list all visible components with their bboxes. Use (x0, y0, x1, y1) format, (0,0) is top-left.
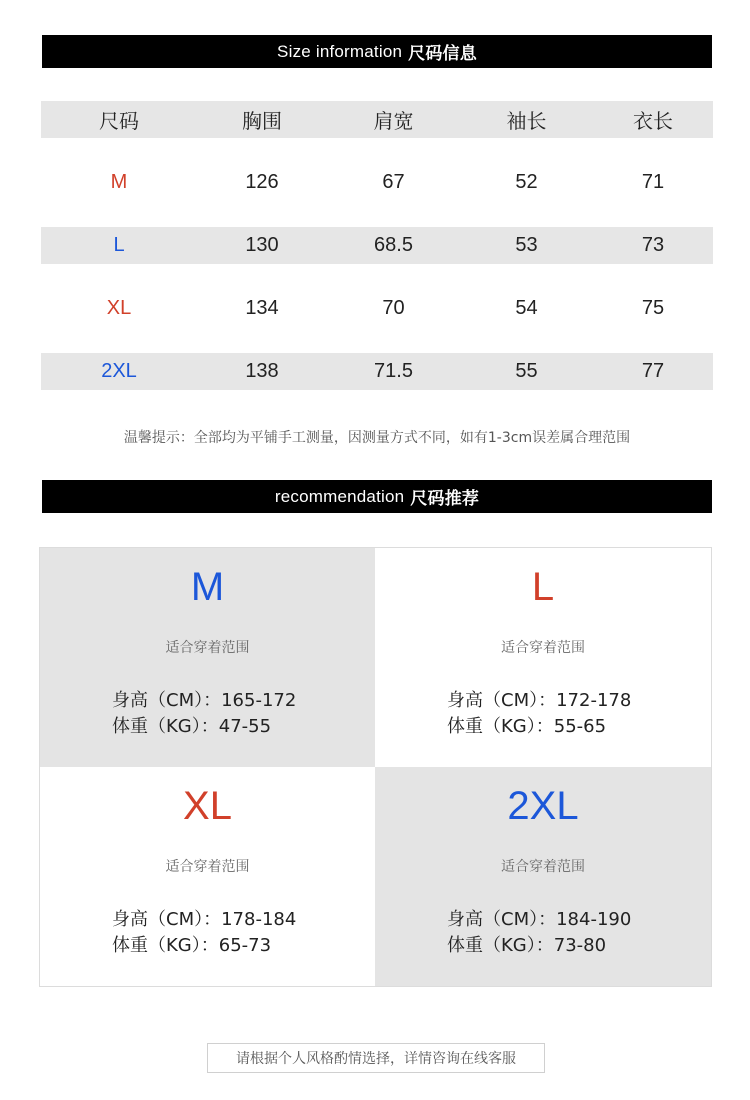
sleeve-value: 52 (515, 171, 538, 193)
chest-value: 130 (245, 234, 279, 256)
banner-title-cn: 尺码推荐 (410, 489, 480, 509)
length-value: 71 (641, 171, 665, 193)
chest-value: 138 (245, 360, 279, 382)
size-table (41, 101, 713, 416)
height-range: 身高（CM）：184-190 (447, 909, 632, 930)
size-label: L (113, 234, 125, 256)
recommendation-card-m (40, 548, 375, 767)
fit-range-label: 适合穿着范围 (501, 859, 585, 875)
sleeve-value: 54 (515, 297, 538, 319)
shoulder-value: 71.5 (374, 360, 413, 382)
header-size: 尺码 (99, 109, 139, 133)
length-value: 73 (641, 234, 665, 256)
sleeve-value: 53 (515, 234, 538, 256)
fit-range-label: 适合穿着范围 (165, 859, 250, 875)
length-value: 75 (641, 297, 665, 319)
size-information-banner (42, 35, 712, 68)
recommendation-card-xl (40, 767, 375, 986)
recommended-size: XL (183, 784, 232, 828)
weight-range: 体重（KG）：47-55 (112, 716, 272, 737)
recommended-size: 2XL (507, 784, 579, 828)
header-length: 衣长 (633, 109, 673, 133)
shoulder-value: 67 (382, 171, 405, 193)
table-row (41, 164, 713, 201)
weight-range: 体重（KG）：65-73 (112, 935, 272, 956)
recommendation-grid (39, 547, 712, 987)
weight-range: 体重（KG）：73-80 (447, 935, 607, 956)
recommended-size: L (531, 565, 555, 609)
size-label: XL (106, 297, 132, 319)
height-range: 身高（CM）：165-172 (112, 690, 297, 711)
sleeve-value: 55 (515, 360, 538, 382)
height-range: 身高（CM）：178-184 (112, 909, 297, 930)
height-range: 身高（CM）：172-178 (447, 690, 632, 711)
recommended-size: M (190, 565, 225, 609)
table-row (41, 353, 713, 390)
header-sleeve: 袖长 (506, 109, 547, 133)
weight-range: 体重（KG）：55-65 (447, 716, 607, 737)
banner-title-cn: 尺码信息 (408, 44, 477, 64)
banner-title-en: Size information (277, 41, 403, 61)
header-shoulder: 肩宽 (373, 109, 414, 133)
fit-range-label: 适合穿着范围 (501, 640, 585, 656)
header-chest: 胸围 (242, 109, 282, 133)
banner-title-en: recommendation (274, 486, 405, 506)
recommendation-banner (42, 480, 712, 513)
recommendation-card-l (375, 548, 711, 767)
recommendation-card-2xl (375, 767, 711, 986)
size-label: M (110, 171, 128, 193)
length-value: 77 (641, 360, 665, 382)
measurement-tip: 温馨提示：全部均为平铺手工测量，因测量方式不同，如有1-3cm误差属合理范围 (123, 430, 631, 446)
footer-note: 请根据个人风格酌情选择，详情咨询在线客服 (207, 1043, 545, 1073)
chest-value: 126 (245, 171, 279, 193)
fit-range-label: 适合穿着范围 (165, 640, 250, 656)
size-label: 2XL (101, 360, 137, 382)
table-header-row (41, 101, 713, 138)
shoulder-value: 70 (382, 297, 405, 319)
table-row (41, 227, 713, 264)
table-row (41, 290, 713, 327)
chest-value: 134 (245, 297, 279, 319)
shoulder-value: 68.5 (374, 234, 413, 256)
